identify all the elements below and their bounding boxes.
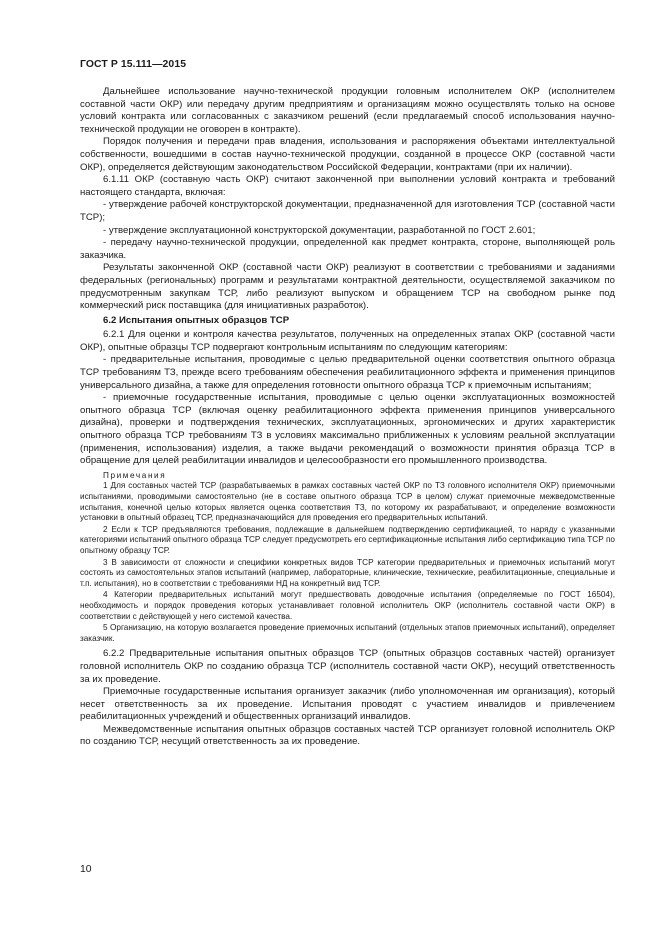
list-item: - утверждение рабочей конструкторской документации, предназначенной для изготовления ТСР (составной части ТСР); [80, 199, 615, 223]
note-5: 5 Организацию, на которую возлагается проведение приемочных испытаний (отдельных этапов приемочных испытаний), определяет заказчик. [80, 623, 615, 643]
clause-6-2-2: 6.2.2 Предварительные испытания опытных образцов ТСР (опытных образцов составных частей) организует головной исполнитель ОКР по созданию образца ТСР (исполнитель составной части ОКР), несущий ответственность за их проведение. [80, 648, 615, 685]
note-2: 2 Если к ТСР предъявляются требования, подлежащие в дальнейшем подтверждению сертификацией, то наряду с указанными категориями испытаний опытного образца ТСР следует предусмотреть его сертификационные испытания либо сертификацию типа ТСР по опытному образцу ТСР. [80, 524, 615, 555]
notes-title: Примечания [103, 470, 167, 480]
document-code-header: ГОСТ Р 15.111—2015 [80, 59, 187, 70]
paragraph: Дальнейшее использование научно-технической продукции головным исполнителем ОКР (исполнителем составной части ОКР) или передачу другим предприятиям и организациям можно осуществлять только на основе условий контракта или согласованных с заказчиком решений (если предлагаемый способ использования научно-технической продукции не оговорен в контракте). [80, 86, 615, 135]
page-number: 10 [80, 864, 92, 875]
note-1: 1 Для составных частей ТСР (разрабатываемых в рамках составных частей ОКР по ТЗ головного исполнителя ОКР) приемочными испытаниями, проводимыми самостоятельно (не в составе опытного образца ТСР в целом) служат приемочные межведомственные испытания, конечной целью которых является оценка соответствия ТЗ, по которому их разрабатывают, и определение возможности установки в опытный образец ТСР, предназначающийся для проведения его предварительных испытаний. [80, 481, 615, 523]
clause-6-2-1: 6.2.1 Для оценки и контроля качества результатов, полученных на определенных этапах ОКР (составной части ОКР), опытные образцы ТСР подвергают контрольным испытаниям по следующим категориям: [80, 329, 615, 353]
list-item: - утверждение эксплуатационной конструкторской документации, разработанной по ГОСТ 2.601; [103, 224, 536, 236]
list-item: - приемочные государственные испытания, проводимые с целью оценки эксплуатационных возможностей опытного образца ТСР (включая оценку реабилитационного эффекта применения принципов универсального дизайна), проверки и подтверждения технических, эксплуатационных, эргономических и других характеристик опытного образца ТСР требованиям ТЗ в условиях максимально приближенных к условиям реальной эксплуатации (применения, использования) изделия, а также выдачи рекомендаций о возможности принятия образца ТСР в обращение для целей реабилитации инвалидов и целесообразности его промышленного производства. [80, 392, 615, 467]
section-heading-6-2: 6.2 Испытания опытных образцов ТСР [103, 314, 290, 326]
paragraph: Межведомственные испытания опытных образцов составных частей ТСР организует головной исполнитель ОКР по созданию ТСР, несущий ответственность за их проведение. [80, 723, 615, 748]
paragraph: Результаты законченной ОКР (составной части ОКР) реализуют в соответствии с требованиями и заданиями федеральных (региональных) программ и результатами контрактной деятельности, осуществляемой заказчиком по предусмотренным закупкам ТСР, либо реализуют выпуском и обращением ТСР на свободном рынке под коммерческий риск поставщика (для инициативных разработок). [80, 262, 615, 312]
list-item: - передачу научно-технической продукции, определенной как предмет контракта, стороне, выполняющей роль заказчика. [80, 237, 615, 261]
note-3: 3 В зависимости от сложности и специфики конкретных видов ТСР категории предварительных и приемочных испытаний могут состоять из самостоятельных этапов испытаний (например, лабораторные, клинические, технические, реабилитационные, специальные и т.п. испытания), но в соответствии с требованиями НД на конкретный вид ТСР. [80, 557, 615, 588]
document-body [80, 86, 615, 749]
clause-6-1-11: 6.1.11 ОКР (составную часть ОКР) считают законченной при выполнении условий контракта и требований настоящего стандарта, включая: [80, 174, 615, 198]
note-4: 4 Категории предварительных испытаний могут предшествовать доводочные испытания (определяемые по ГОСТ 16504), необходимость и порядок проведения которых устанавливает головной исполнитель ОКР (исполнитель составной части ОКР) в соответствии с действующей у него системой качества. [80, 590, 615, 621]
paragraph: Приемочные государственные испытания организует заказчик (либо уполномоченная им организация), который несет ответственность за их проведение. Испытания проводят с участием инвалидов и привлечением реабилитационных учреждений и общественных организаций инвалидов. [80, 686, 615, 723]
list-item: - предварительные испытания, проводимые с целью предварительной оценки соответствия опытного образца ТСР требованиям ТЗ, прежде всего требованиям обеспечения реабилитационного эффекта и применения принципов универсального дизайна, а также для определения готовности опытного образца ТСР к приемочным испытаниям; [80, 354, 615, 391]
paragraph: Порядок получения и передачи прав владения, использования и распоряжения объектами интеллектуальной собственности, вошедшими в состав научно-технической продукции, созданной в процессе ОКР (составной части ОКР), определяется действующим законодательством Российской Федерации, контрактами (при их наличии). [80, 136, 615, 173]
